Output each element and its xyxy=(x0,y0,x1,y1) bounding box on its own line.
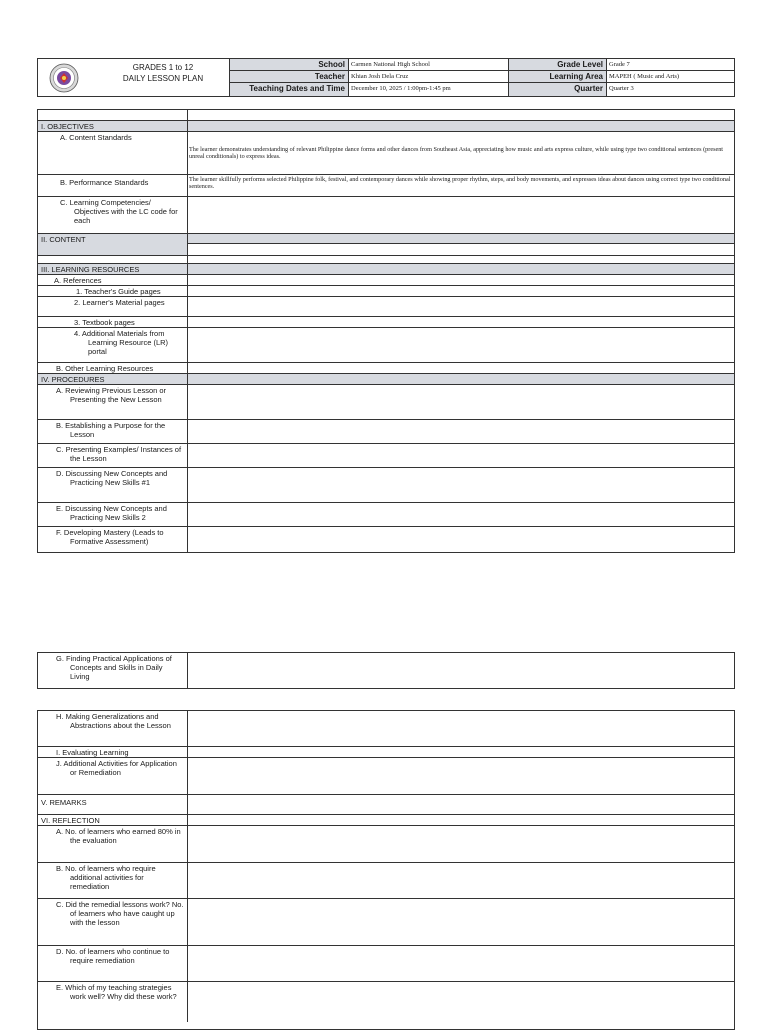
lesson-plan-table-3 xyxy=(37,710,735,1030)
procedure-f-label: F. Developing Mastery (Leads to Formative Assessment) xyxy=(56,528,164,546)
deped-seal-icon xyxy=(49,63,79,93)
teachers-guide-label: 1. Teacher's Guide pages xyxy=(38,286,188,296)
reflection-c-row xyxy=(38,899,734,946)
grade-level-label: Grade Level xyxy=(508,59,606,70)
procedure-e-label: E. Discussing New Concepts and Practicing New Skills 2 xyxy=(56,504,167,522)
procedure-e-row xyxy=(38,503,734,527)
grade-level-value: Grade 7 xyxy=(606,59,735,70)
resources-heading: III. LEARNING RESOURCES xyxy=(38,264,188,274)
procedure-b-label: B. Establishing a Purpose for the Lesson xyxy=(56,421,166,439)
reflection-d-row xyxy=(38,946,734,982)
reflection-b-label: B. No. of learners who require additional activities for remediation xyxy=(56,864,156,891)
competencies-row xyxy=(38,197,734,234)
quarter-label: Quarter xyxy=(508,83,606,96)
header-row-teacher xyxy=(229,71,735,83)
procedure-d-row xyxy=(38,468,734,503)
references-label: A. References xyxy=(38,275,188,285)
procedure-i-label: I. Evaluating Learning xyxy=(38,747,188,757)
content-heading: II. CONTENT xyxy=(38,234,188,255)
quarter-value: Quarter 3 xyxy=(606,83,735,96)
school-label: School xyxy=(229,59,348,70)
textbook-label: 3. Textbook pages xyxy=(38,317,188,327)
teachers-guide-row xyxy=(38,286,734,297)
procedures-heading-row xyxy=(38,374,734,385)
procedure-g-row xyxy=(38,653,734,688)
textbook-row xyxy=(38,317,734,328)
content-standards-row xyxy=(38,132,734,175)
procedure-d-label: D. Discussing New Concepts and Practicing New Skills #1 xyxy=(56,469,168,487)
reflection-b-row xyxy=(38,863,734,899)
title-line-2: DAILY LESSON PLAN xyxy=(122,74,204,83)
reflection-heading-row xyxy=(38,815,734,826)
dates-value: December 10, 2025 / 1:00pm-1:45 pm xyxy=(348,83,508,96)
additional-materials-label: 4. Additional Materials from Learning Resource (LR) portal xyxy=(74,329,169,356)
other-resources-row xyxy=(38,363,734,374)
performance-standards-text: The learner skillfully performs selected Philippine folk, festival, and contemporary dances while showing proper rhythm, steps, and body movements, and expresses ideas about dances using correct type two conditional sentences. xyxy=(189,176,731,190)
content-standards-text: The learner demonstrates understanding of relevant Philippine dance forms and other dances from Southeast Asia, appreciating how music and arts express culture, while using type two conditional sentences (present unreal conditionals) to express ideas. xyxy=(189,146,724,160)
reflection-d-label: D. No. of learners who continue to require remediation xyxy=(56,947,170,965)
competencies-label: C. Learning Competencies/ Objectives with the LC code for each xyxy=(60,198,178,225)
remarks-heading: V. REMARKS xyxy=(38,795,188,814)
blank-top-row xyxy=(38,110,734,121)
learners-material-label: 2. Learner's Material pages xyxy=(74,298,165,307)
reflection-e-row xyxy=(38,982,734,1022)
procedure-c-row xyxy=(38,444,734,468)
procedures-heading: IV. PROCEDURES xyxy=(38,374,188,384)
other-resources-label: B. Other Learning Resources xyxy=(38,363,188,373)
lesson-plan-table-2 xyxy=(37,652,735,689)
reflection-a-row xyxy=(38,826,734,863)
dlp-header xyxy=(37,58,735,97)
header-info-grid xyxy=(229,59,735,96)
references-row xyxy=(38,275,734,286)
lesson-plan-table-1 xyxy=(37,109,735,553)
objectives-heading-row xyxy=(38,121,734,132)
procedure-a-label: A. Reviewing Previous Lesson or Presenting the New Lesson xyxy=(56,386,167,404)
blank-row xyxy=(38,256,734,264)
procedure-j-row xyxy=(38,758,734,795)
learning-area-value: MAPEH ( Music and Arts) xyxy=(606,71,735,82)
reflection-c-label: C. Did the remedial lessons work? No. of learners who have caught up with the lesson xyxy=(56,900,184,927)
procedure-f-row xyxy=(38,527,734,552)
dlp-title xyxy=(93,62,233,84)
title-line-1: GRADES 1 to 12 xyxy=(132,63,194,72)
school-value: Carmen National High School xyxy=(348,59,508,70)
procedure-i-row xyxy=(38,747,734,758)
teacher-label: Teacher xyxy=(229,71,348,82)
procedure-g-label: G. Finding Practical Applications of Concepts and Skills in Daily Living xyxy=(56,654,172,681)
learning-area-label: Learning Area xyxy=(508,71,606,82)
additional-materials-row xyxy=(38,328,734,363)
learners-material-row xyxy=(38,297,734,317)
content-heading-row xyxy=(38,234,734,256)
procedure-b-row xyxy=(38,420,734,444)
resources-heading-row xyxy=(38,264,734,275)
procedure-h-row xyxy=(38,711,734,747)
procedure-c-label: C. Presenting Examples/ Instances of the Lesson xyxy=(56,445,182,463)
header-row-school xyxy=(229,59,735,71)
header-row-dates xyxy=(229,83,735,96)
dates-label: Teaching Dates and Time xyxy=(229,83,348,96)
procedure-h-label: H. Making Generalizations and Abstractions about the Lesson xyxy=(56,712,171,730)
procedure-a-row xyxy=(38,385,734,420)
performance-standards-label: B. Performance Standards xyxy=(38,175,188,196)
procedure-j-label: J. Additional Activities for Application or Remediation xyxy=(56,759,177,777)
reflection-heading: VI. REFLECTION xyxy=(38,815,188,825)
content-standards-label: A. Content Standards xyxy=(38,132,188,174)
performance-standards-row xyxy=(38,175,734,197)
reflection-e-label: E. Which of my teaching strategies work well? Why did these work? xyxy=(56,983,177,1001)
reflection-a-label: A. No. of learners who earned 80% in the evaluation xyxy=(56,827,181,845)
objectives-heading: I. OBJECTIVES xyxy=(38,121,188,131)
remarks-row xyxy=(38,795,734,815)
teacher-value: Khian Josh Dela Cruz xyxy=(348,71,508,82)
